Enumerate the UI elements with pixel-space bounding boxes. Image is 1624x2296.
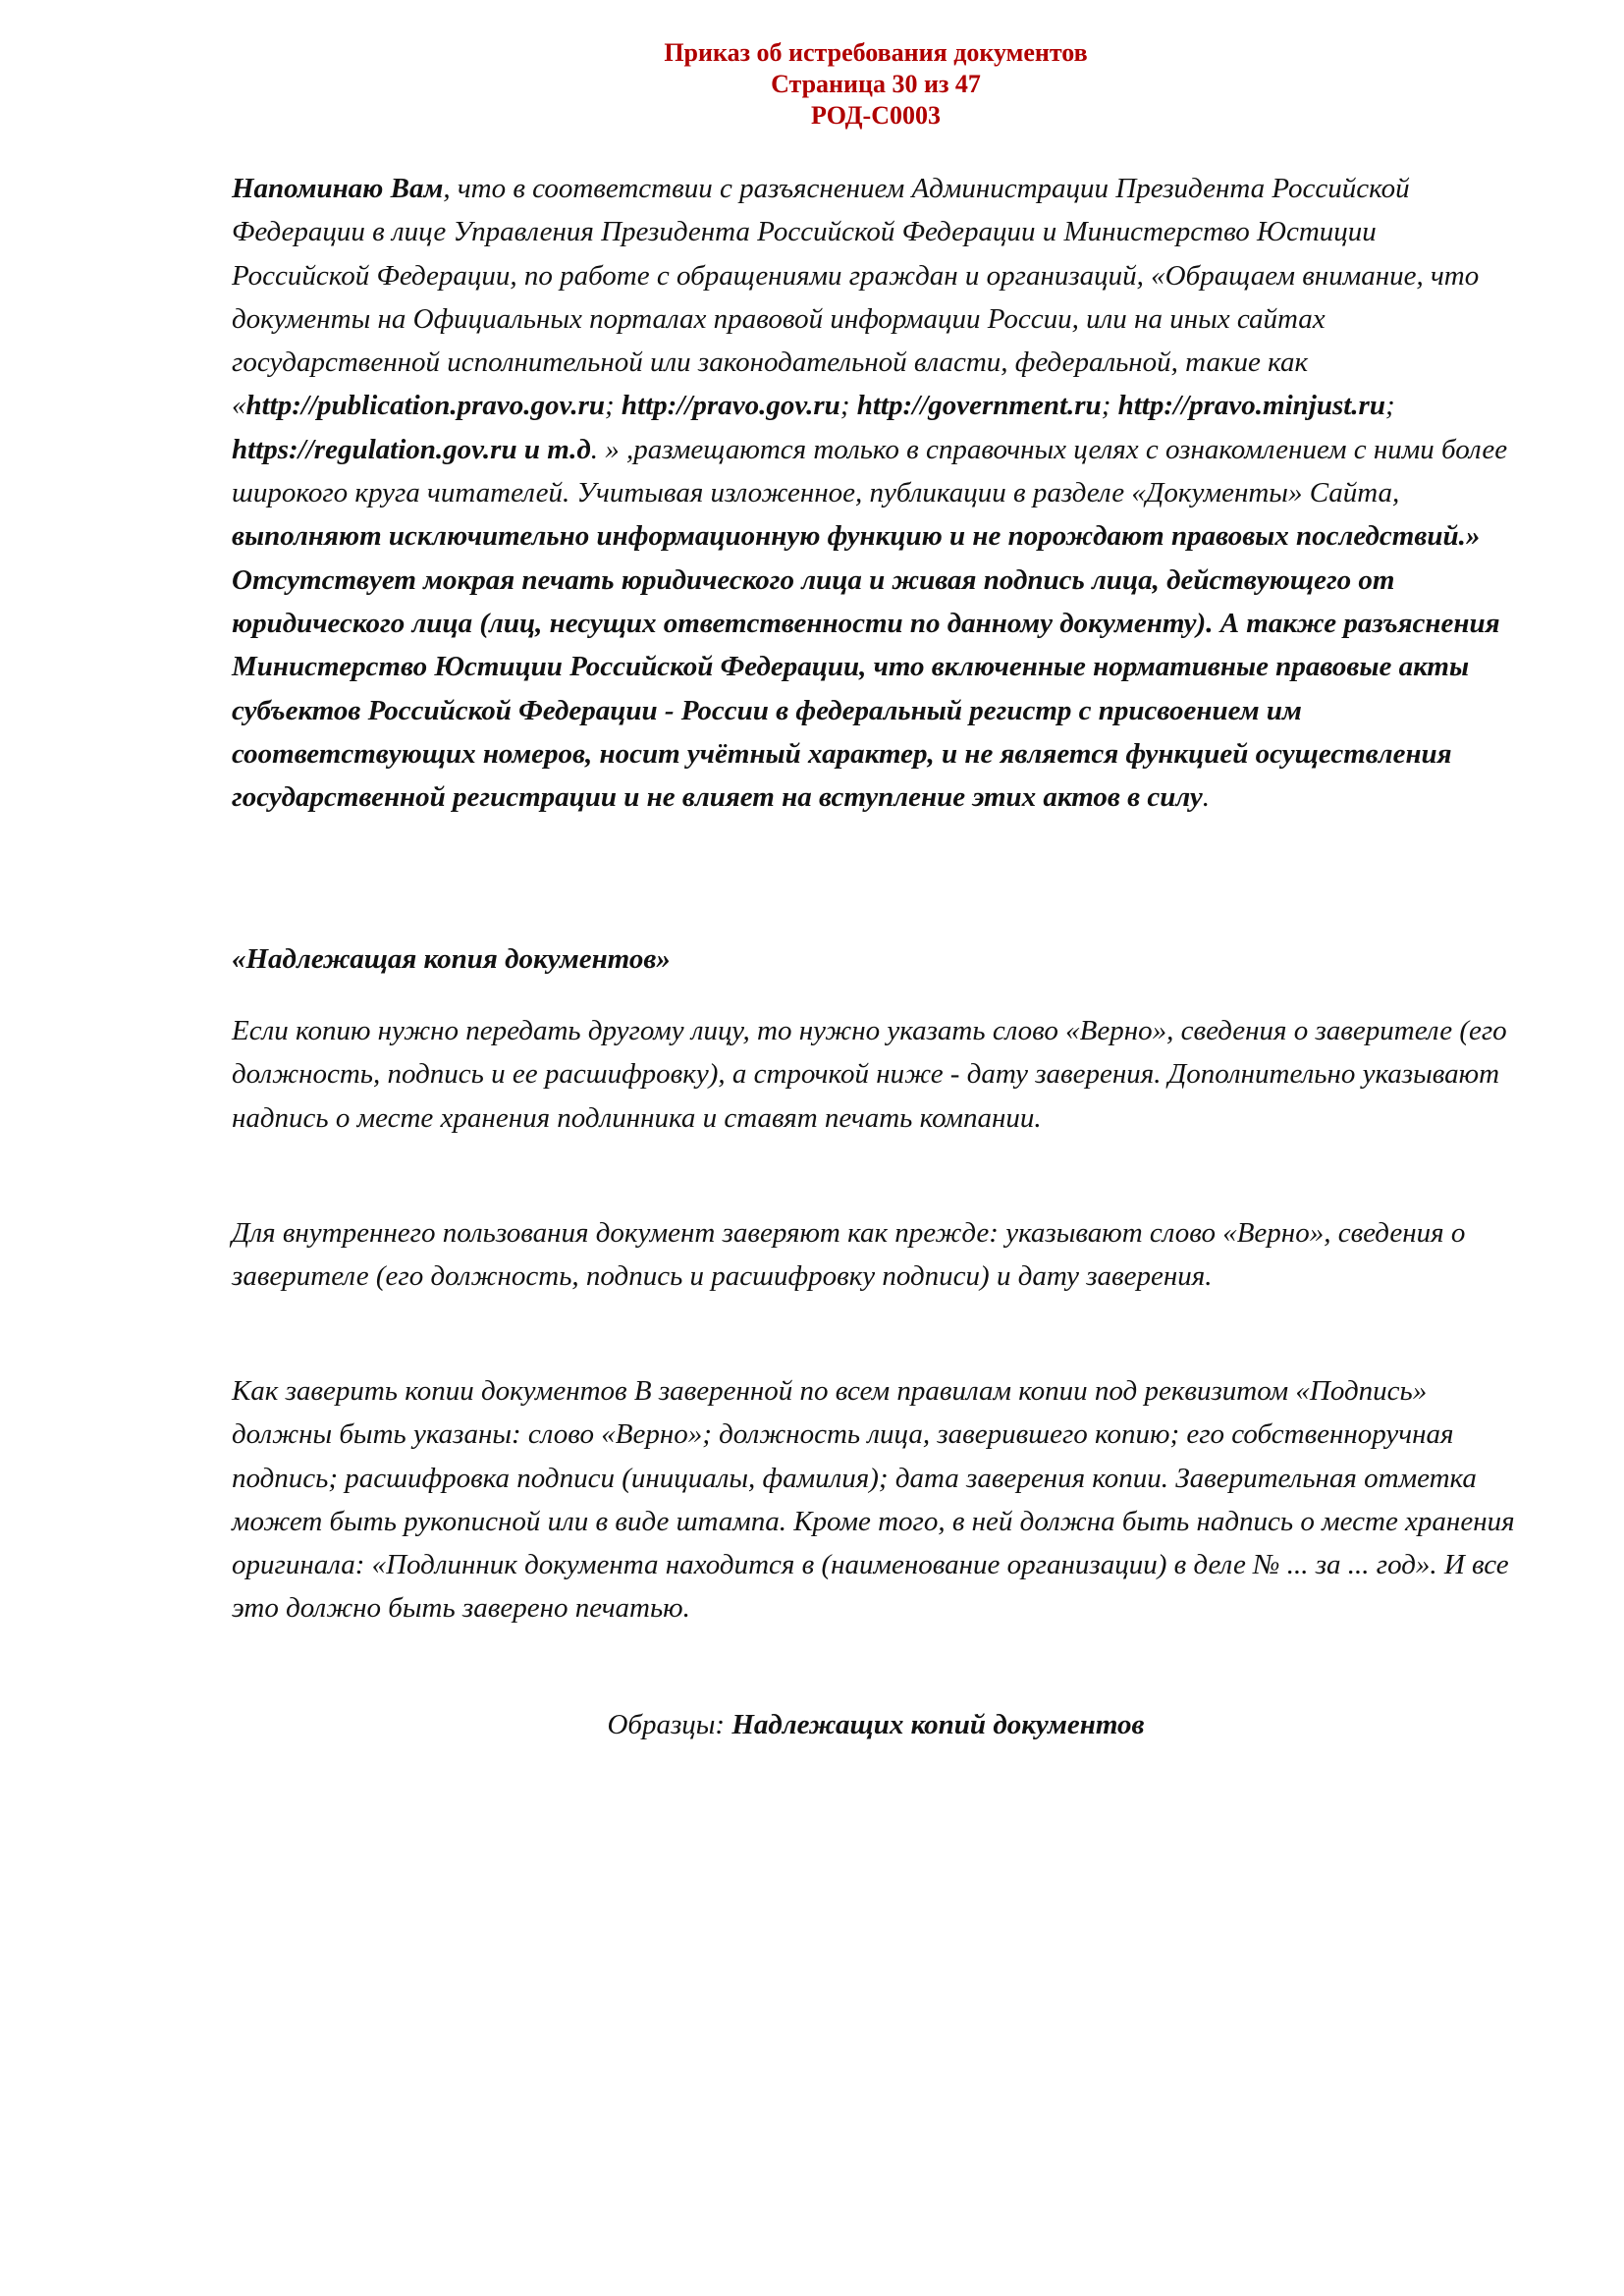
link-government[interactable]: http://government.ru [856,390,1102,422]
document-code: РОД-С0003 [811,101,941,130]
section-heading: «Надлежащая копия документов» [232,943,671,975]
document-header [0,37,1624,132]
separator: ; [839,390,857,422]
document-title: Приказ об истребования документов [664,38,1088,67]
samples-label: Образцы: [607,1709,732,1740]
reminder-lead: Напоминаю Вам [232,173,444,204]
samples-caption [0,1703,1624,1746]
period: . [1202,781,1210,814]
reminder-bold-statement: выполняют исключительно информационную функцию и не порождают правовых последствий.» Отсутствует мокрая печать юридического лица и живая подпись лица, действующего от юридического лица (лиц, несущих ответственности по данному документу). А также разъяснения Министерство Юстиции Российской Федерации, что включенные нормативные правовые акты субъектов Российской Федерации - России в федеральный регистр с присвоением им соответствующих номеров, носит учётный характер, и не является функцией осуществления государственной регистрации и не влияет на вступление этих актов в силу [232,520,1500,814]
link-pravo[interactable]: http://pravo.gov.ru [621,390,840,422]
separator: ; [1101,390,1118,422]
paragraph-external-copy: Если копию нужно передать другому лицу, то нужно указать слово «Верно», сведения о заверителе (его должность, подпись и ее расшифровку), а строчкой ниже - дату заверения. Дополнительно указывают надпись о месте хранения подлинника и ставят печать компании. [232,1015,1507,1134]
samples-title: Надлежащих копий документов [731,1709,1145,1740]
paragraph-reminder [232,167,1518,819]
link-publication-pravo[interactable]: http://publication.pravo.gov.ru [245,390,605,422]
link-minjust[interactable]: http://pravo.minjust.ru [1117,390,1385,422]
paragraph-internal-copy: Для внутреннего пользования документ заверяют как прежде: указывают слово «Верно», сведения о заверителе (его должность, подпись и расшифровку подписи) и дату заверения. [232,1217,1466,1293]
link-regulation[interactable]: https://regulation.gov.ru и т.д [232,433,591,465]
page-indicator: Страница 30 из 47 [771,70,981,98]
reminder-text: , что в соответствии с разъяснением Администрации Президента Российской Федерации в лице Управления Президента Российской Федерации и Министерство Юстиции Российской Федерации, по работе с обращениями граждан и организаций, «Обращаем внимание, что документы на Официальных порталах правовой информации России, или на иных сайтах государственной исполнительной или законодательной власти, федеральной, такие как « [232,173,1480,422]
separator: ; [1384,390,1395,422]
paragraph-how-to-certify: Как заверить копии документов В заверенной по всем правилам копии под реквизитом «Подпись» должны быть указаны: слово «Верно»; должность лица, заверившего копию; его собственноручная подпись; расшифровка подписи (инициалы, фамилия); дата заверения копии. Заверительная отметка может быть рукописной или в виде штампа. Кроме того, в ней должна быть надпись о месте хранения оригинала: «Подлинник документа находится в (наименование организации) в деле № ... за ... год». И все это должно быть заверено печатью. [232,1375,1515,1625]
reminder-text-continued: . » ,размещаются только в справочных целях с ознакомлением с ними более широкого круга читателей. Учитывая изложенное, публикации в разделе «Документы» Сайта, [232,433,1508,509]
separator: ; [605,390,622,422]
